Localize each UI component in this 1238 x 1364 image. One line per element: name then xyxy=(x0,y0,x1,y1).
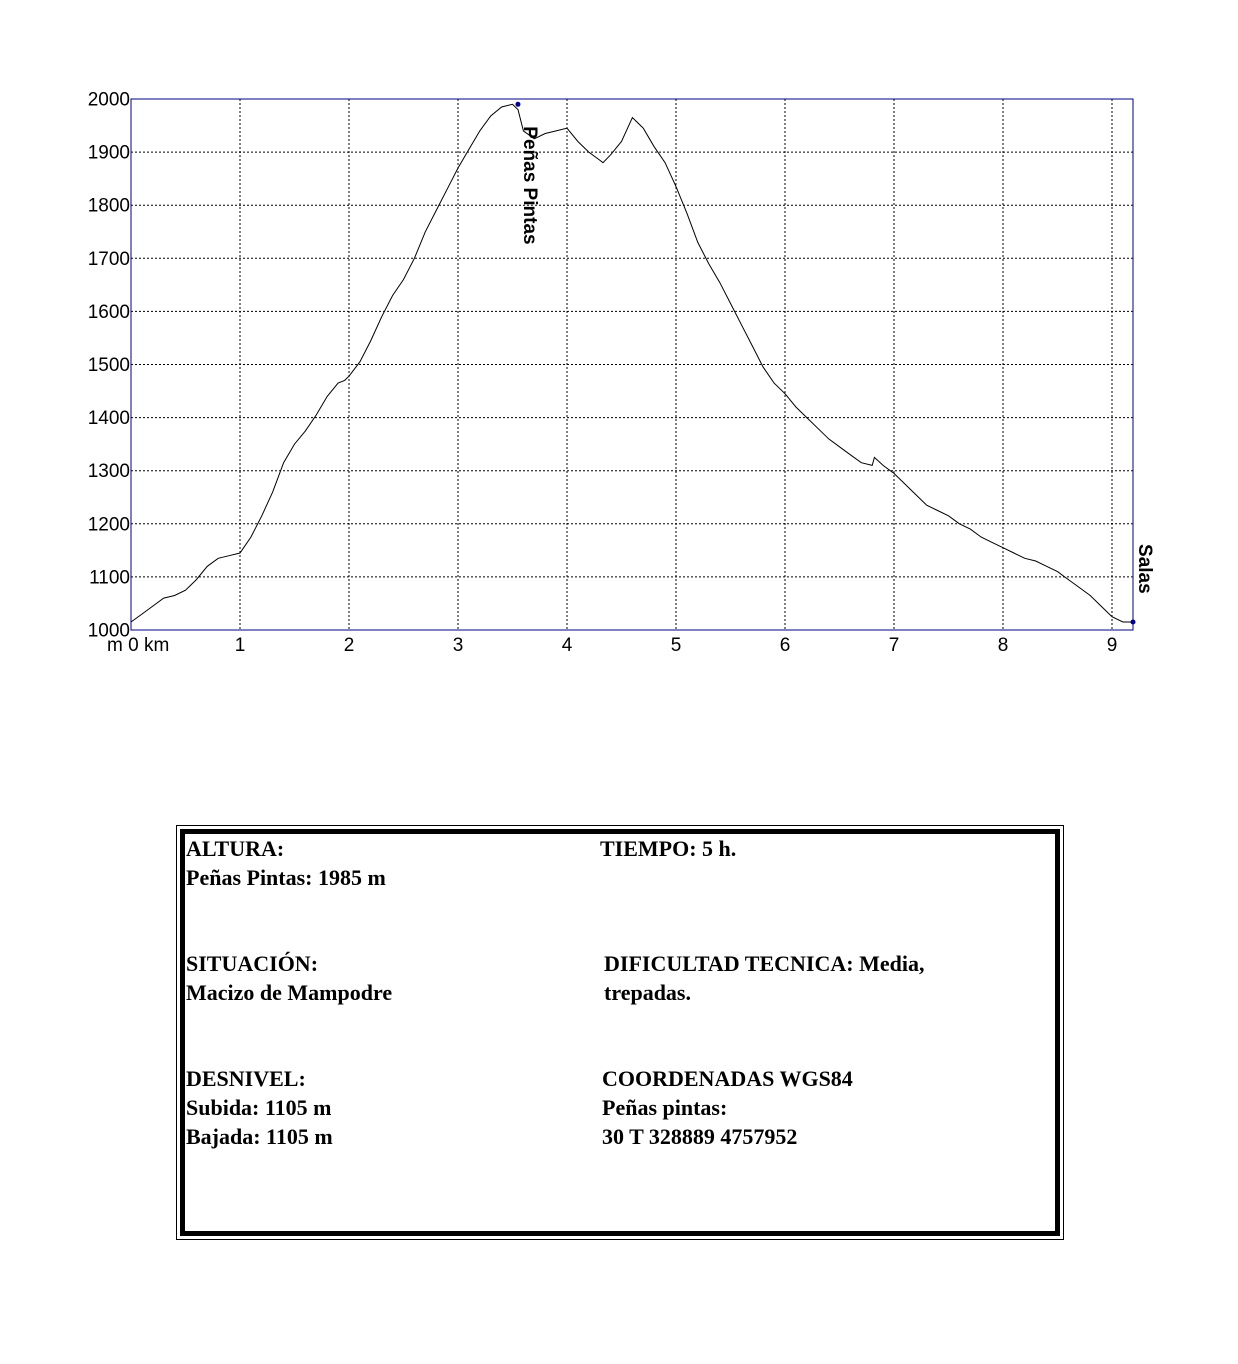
x-tick-label: 9 xyxy=(1106,635,1118,656)
x-tick-label: 6 xyxy=(779,635,791,656)
waypoint-marker xyxy=(1131,620,1136,625)
coordenadas-block xyxy=(602,1064,853,1151)
waypoints xyxy=(515,102,1155,625)
y-tick-label: 2000 xyxy=(87,89,130,111)
y-tick-label: 1600 xyxy=(87,301,130,323)
y-tick-label: 1800 xyxy=(87,195,130,217)
coordenadas-title: COORDENADAS WGS84 xyxy=(602,1066,853,1091)
tiempo-value: TIEMPO: 5 h. xyxy=(600,836,737,861)
x-axis-ticks xyxy=(235,635,1118,656)
situacion-value: Macizo de Mampodre xyxy=(186,980,393,1005)
waypoint-marker xyxy=(515,102,520,107)
y-tick-label: 1500 xyxy=(87,355,130,376)
altura-value: Peñas Pintas: 1985 m xyxy=(186,865,386,890)
y-tick-label: 1900 xyxy=(87,142,130,164)
x-tick-label: 7 xyxy=(888,635,900,656)
waypoint-label: Salas xyxy=(1134,544,1155,594)
situacion-title: SITUACIÓN: xyxy=(186,951,319,976)
altura-title: ALTURA: xyxy=(186,836,285,861)
waypoint-label: Peñas Pintas xyxy=(518,126,540,245)
dificultad-line-1: DIFICULTAD TECNICA: Media, xyxy=(604,951,925,976)
y-tick-label: 1700 xyxy=(87,248,130,270)
y-tick-label: 1300 xyxy=(87,461,130,483)
bajada-value: Bajada: 1105 m xyxy=(186,1124,333,1149)
x-tick-label: 4 xyxy=(561,635,573,656)
x-tick-label: 2 xyxy=(343,635,355,656)
chart-grid xyxy=(131,99,1133,630)
coordenadas-value: 30 T 328889 4757952 xyxy=(602,1124,798,1149)
x-tick-label: 1 xyxy=(234,635,246,656)
y-tick-label: 1400 xyxy=(87,408,130,430)
y-tick-label: 1100 xyxy=(89,567,130,589)
tiempo-block xyxy=(600,834,736,863)
x-tick-label: 5 xyxy=(670,635,682,656)
coordenadas-name: Peñas pintas: xyxy=(602,1095,728,1120)
subida-value: Subida: 1105 m xyxy=(186,1095,332,1120)
y-tick-label: 1000 xyxy=(87,620,130,642)
altura-block xyxy=(186,834,386,892)
dificultad-line-2: trepadas. xyxy=(604,980,691,1005)
desnivel-block xyxy=(186,1064,333,1151)
x-axis-label: m 0 km xyxy=(107,635,170,656)
y-tick-label: 1200 xyxy=(87,514,130,536)
y-axis-ticks xyxy=(88,90,130,642)
x-tick-label: 3 xyxy=(452,635,464,656)
dificultad-block xyxy=(604,949,924,1007)
x-tick-label: 8 xyxy=(997,635,1009,656)
situacion-block xyxy=(186,949,392,1007)
elevation-line xyxy=(131,104,1134,622)
desnivel-title: DESNIVEL: xyxy=(186,1066,306,1091)
